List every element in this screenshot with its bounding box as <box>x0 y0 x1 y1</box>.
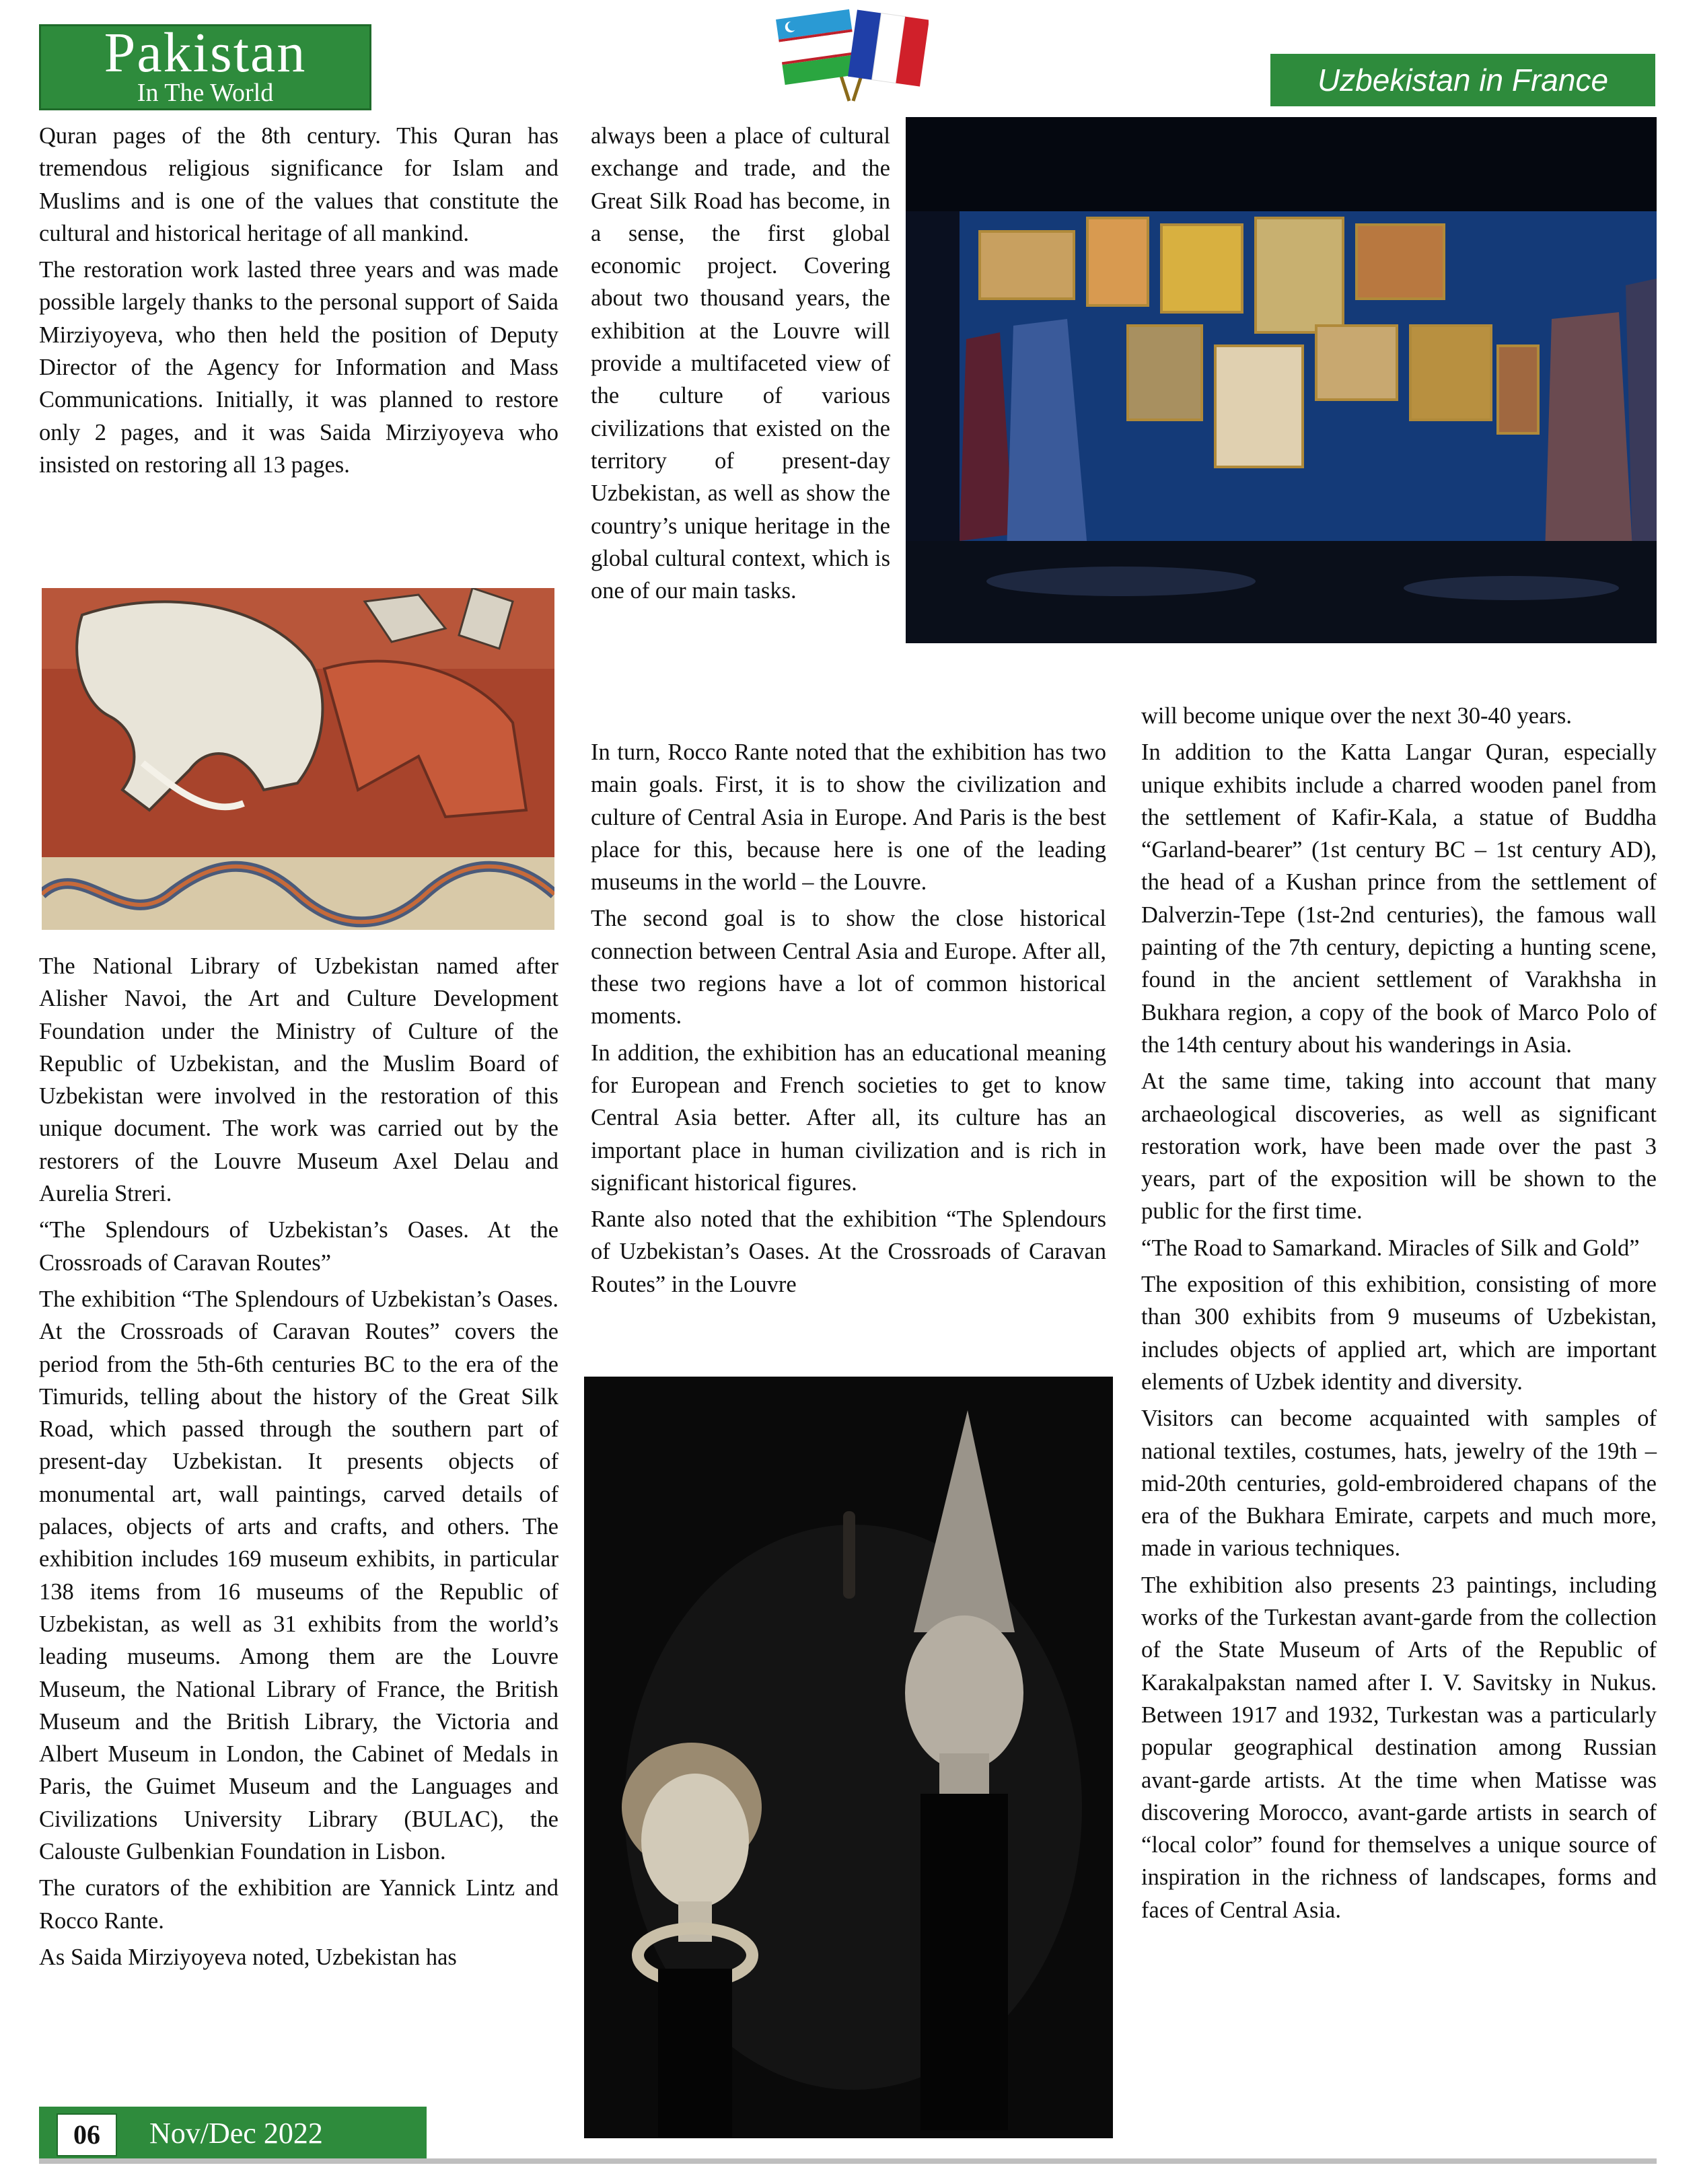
paragraph: Rante also noted that the exhibition “The Splendours of Uzbekistan’s Oases. At the Crossroads of Caravan Routes” in the Louvre <box>591 1206 1106 1297</box>
paragraph: In addition, the exhibition has an educational meaning for European and French societies to get to know Central Asia better. After all, its culture has an important place in human civilization and is rich in significant historical figures. <box>591 1040 1106 1196</box>
paragraph: will become unique over the next 30-40 years. <box>1141 703 1572 729</box>
logo-subtitle: In The World <box>137 79 274 107</box>
magazine-logo <box>39 24 371 110</box>
subheading: “The Splendours of Uzbekistan’s Oases. At the Crossroads of Caravan Routes” <box>39 1217 558 1276</box>
paragraph: At the same time, taking into account that many archaeological discoveries, as well as significant restoration work, have been made over the past 3 years, part of the exposition will be shown to the public for the first time. <box>1141 1068 1657 1225</box>
column-1-bottom <box>39 950 558 1977</box>
paragraph: The curators of the exhibition are Yannick Lintz and Rocco Rante. <box>39 1875 558 1934</box>
paragraph: As Saida Mirziyoyeva noted, Uzbekistan has <box>39 1944 457 1970</box>
paragraph: The exposition of this exhibition, consisting of more than 300 exhibits from 9 museums of Uzbekistan, includes objects of applied art, which are important elements of Uzbek identity and diversity. <box>1141 1272 1657 1395</box>
paragraph: In addition to the Katta Langar Quran, especially unique exhibits include a charred wooden panel from the settlement of Kafir-Kala, a statue of Buddha “Garland-bearer” (1st century BC – 1st century AD), the head of a Kushan prince from the settlement of Dalverzin-Tepe (1st-2nd centuries), the famous wall painting of the 7th century, depicting a hunting scene, found in the ancient settlement of Varakhsha in Bukhara region, a copy of the book of Marco Polo of the 14th century about his wanderings in Asia. <box>1141 739 1657 1058</box>
footer-rule <box>39 2158 1657 2164</box>
exhibition-gallery-image <box>906 117 1657 643</box>
paragraph: Quran pages of the 8th century. This Quran has tremendous religious significance for Islam and Muslims and is one of the values that constitute the cultural and historical heritage of all mankind. <box>39 123 558 246</box>
paragraph: In turn, Rocco Rante noted that the exhibition has two main goals. First, it is to show the civilization and culture of Central Asia in Europe. And Paris is the best place for this, because here is one of the leading museums in the world – the Louvre. <box>591 739 1106 896</box>
elephant-wall-painting-image <box>42 588 554 930</box>
paragraph: The second goal is to show the close historical connection between Central Asia and Europe. After all, these two regions have a lot of common historical moments. <box>591 906 1106 1029</box>
paragraph: The restoration work lasted three years and was made possible largely thanks to the personal support of Saida Mirziyoyeva, who then held the position of Deputy Director of the Agency for Information and Mass Communications. Initially, it was planned to restore only 2 pages, and it was Saida Mirziyoyeva who insisted on restoring all 13 pages. <box>39 257 558 478</box>
page-number: 06 <box>57 2113 117 2156</box>
section-title: Uzbekistan in France <box>1270 54 1655 106</box>
paragraph: The exhibition “The Splendours of Uzbekistan’s Oases. At the Crossroads of Caravan Routes” covers the period from the 5th-6th centuries BC to the era of the Timurids, telling about the history of the Great Silk Road, which passed through the southern part of present-day Uzbekistan. It presents objects of monumental art, wall paintings, carved details of palaces, objects of arts and crafts, and others. The exhibition includes 169 museum exhibits, in particular 138 items from 16 museums of the Republic of Uzbekistan, as well as 31 exhibits from the world’s leading museums. Among them are the Louvre Museum, the National Library of France, the British Museum and the British Library, the Victoria and Albert Museum in London, the Cabinet of Medals in Paris, the Guimet Museum and the Languages and Civilizations University Library (BULAC), the Calouste Gulbenkian Foundation in Lisbon. <box>39 1286 558 1865</box>
uzbekistan-france-flags-image <box>774 0 929 106</box>
column-2-top <box>591 120 890 611</box>
column-2-bottom <box>591 736 1106 1305</box>
paragraph: The National Library of Uzbekistan named after Alisher Navoi, the Art and Culture Development Foundation under the Ministry of Culture of the Republic of Uzbekistan, and the Muslim Board of Uzbekistan were involved in the restoration of this unique document. The work was carried out by the restorers of the Louvre Museum Axel Delau and Aurelia Streri. <box>39 953 558 1207</box>
logo-title: Pakistan <box>104 22 307 84</box>
issue-date: Nov/Dec 2022 <box>149 2117 323 2150</box>
paragraph: always been a place of cultural exchange and trade, and the Great Silk Road has become, in a sense, the first global economic project. Covering about two thousand years, the exhibition at the Louvre will provide a multifaceted view of the culture of various civilizations that existed on the territory of present-day Uzbekistan, as well as show the country’s unique heritage in the global cultural context, which is one of our main tasks. <box>591 123 890 604</box>
column-3 <box>1141 700 1657 1930</box>
subheading: “The Road to Samarkand. Miracles of Silk and Gold” <box>1141 1235 1640 1261</box>
paragraph: The exhibition also presents 23 paintings, including works of the Turkestan avant-garde from the collection of the State Museum of Arts of the Republic of Karakalpakstan named after I. V. Savitsky in Nukus. Between 1917 and 1932, Turkestan was a particularly popular geographical destination among Russian avant-garde artists. At the time when Matisse was discovering Morocco, avant-garde artists in search of “local color” found for themselves a unique source of inspiration in the richness of landscapes, forms and faces of Central Asia. <box>1141 1572 1657 1923</box>
paragraph: Visitors can become acquainted with samples of national textiles, costumes, hats, jewelry of the 19th – mid-20th centuries, gold-embroidered chapans of the era of the Bukhara Emirate, carpets and much more, made in various techniques. <box>1141 1406 1657 1562</box>
sculpted-heads-image <box>584 1377 1113 2138</box>
column-1-top <box>39 120 558 485</box>
